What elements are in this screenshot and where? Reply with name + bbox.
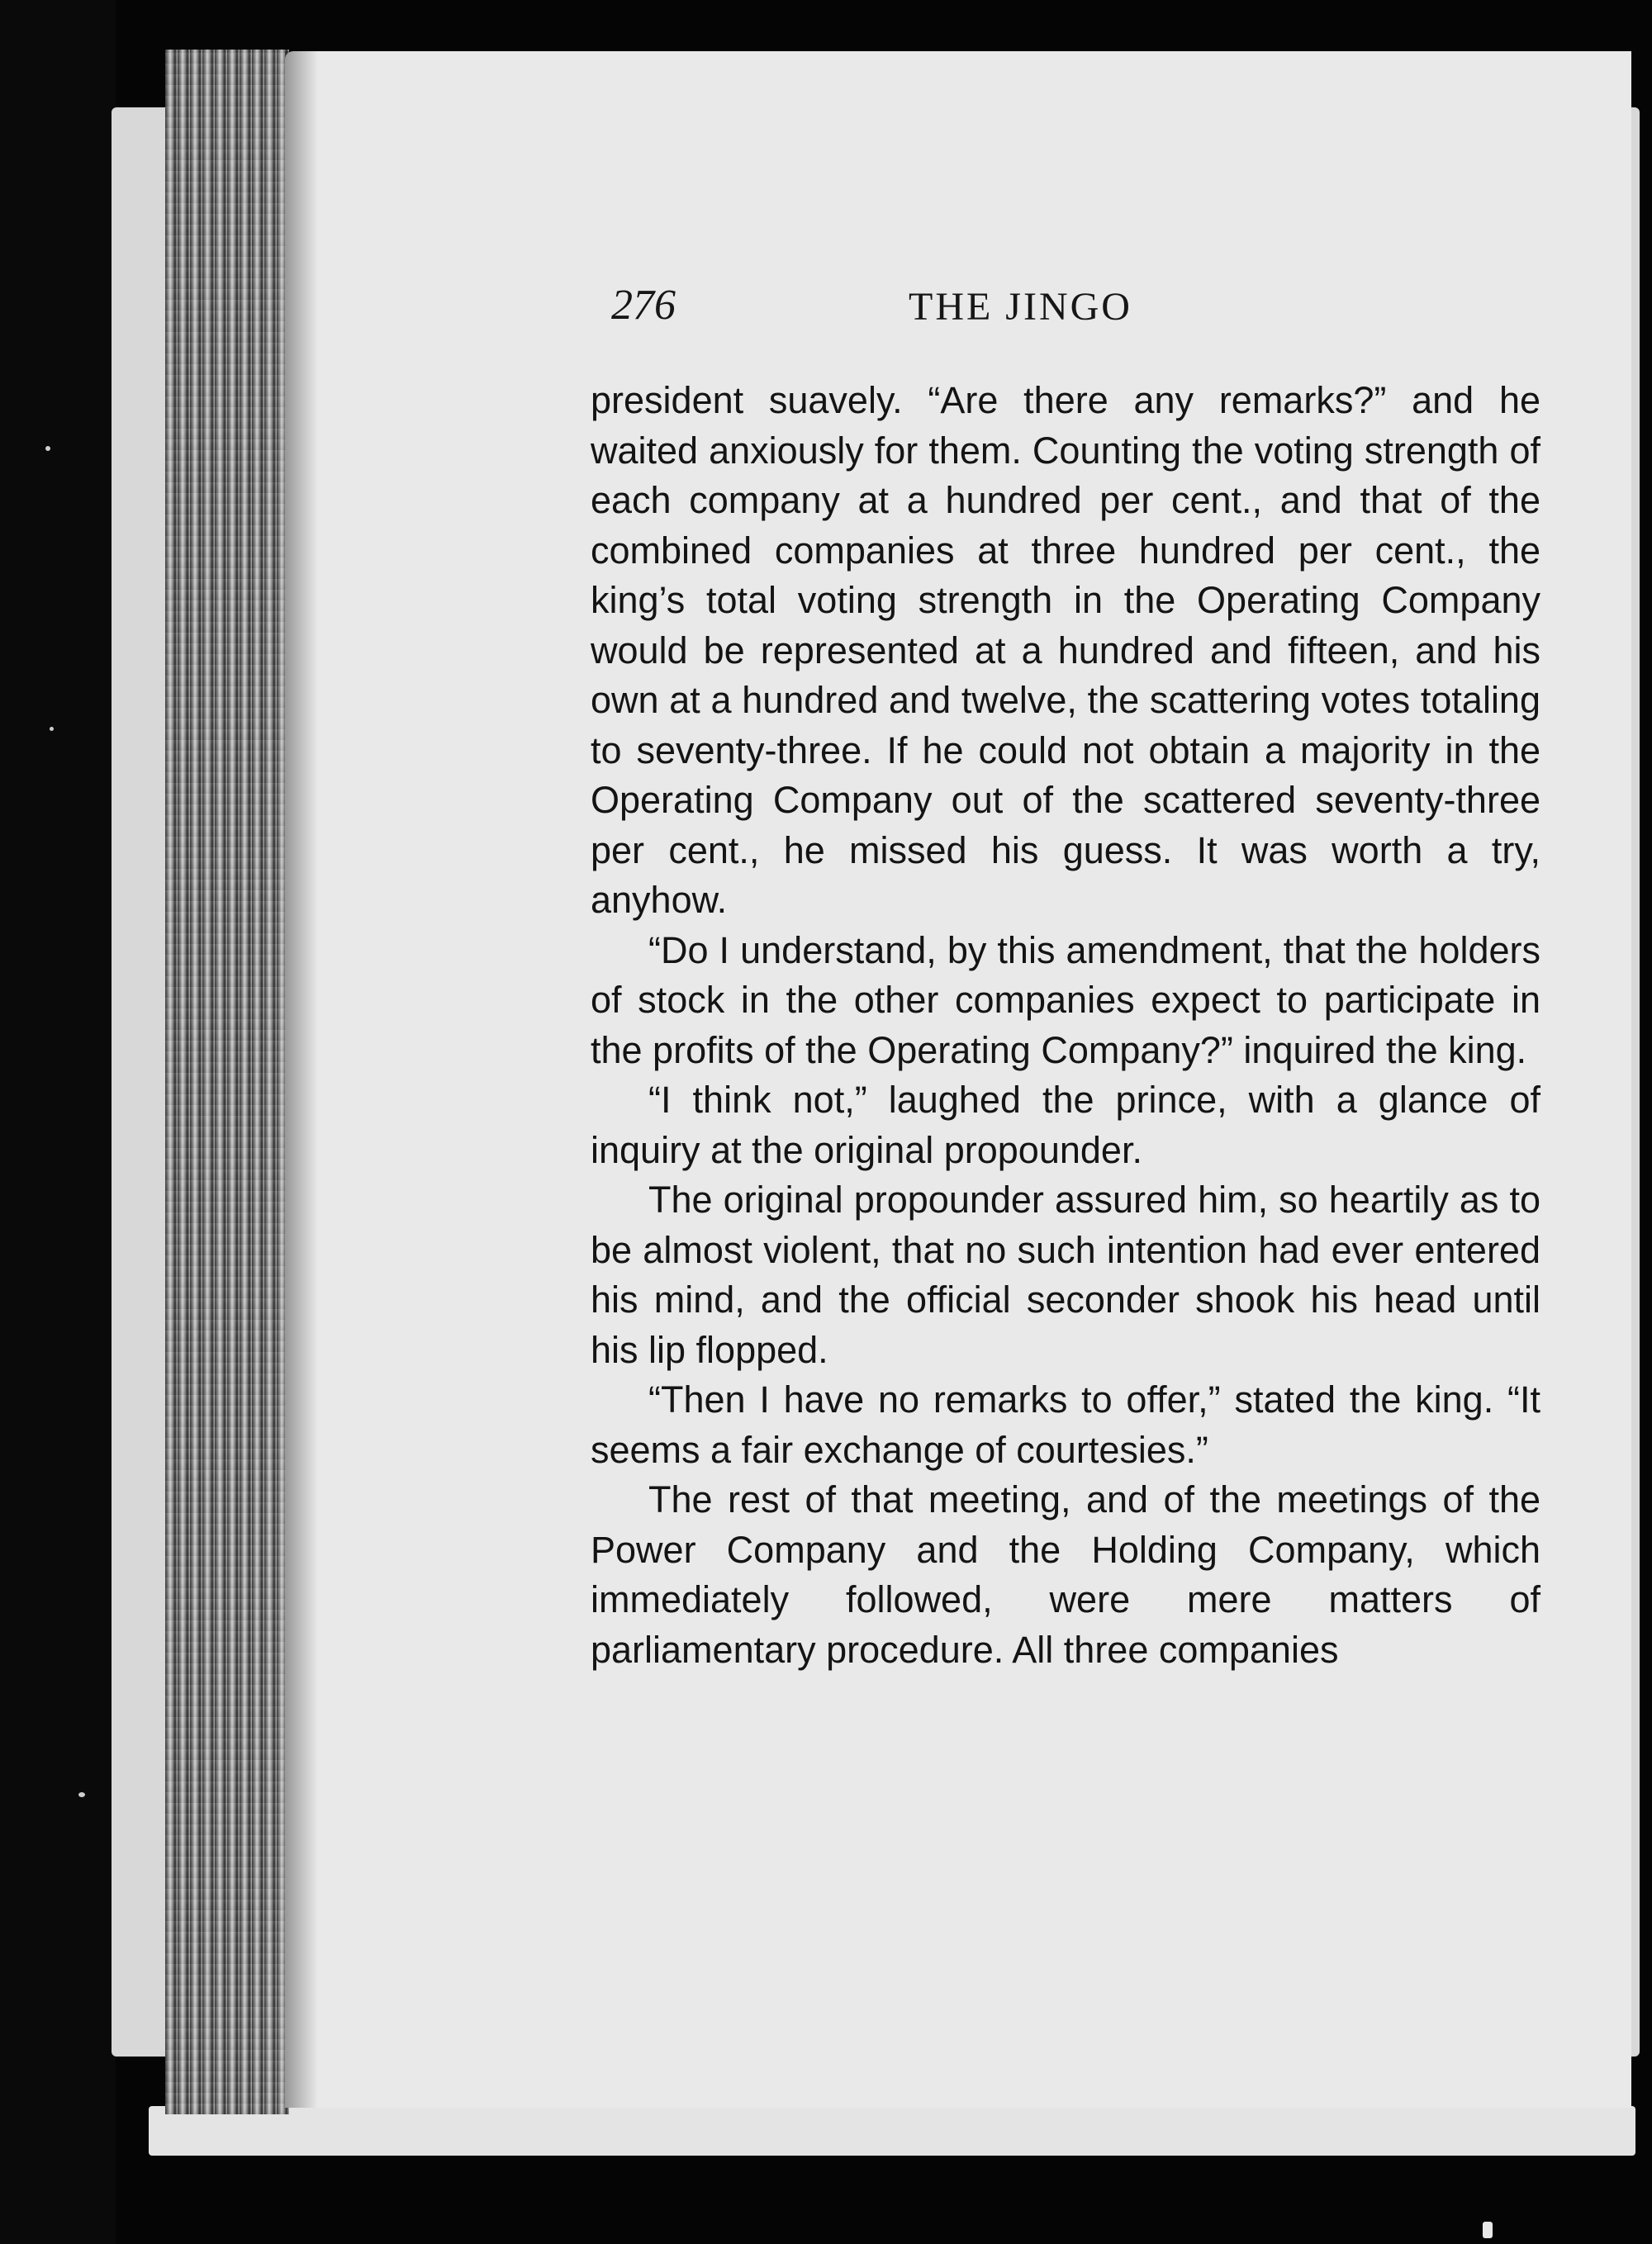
book-page-edges — [165, 50, 289, 2114]
scan-speck — [1483, 2222, 1493, 2238]
paragraph: The original propounder assured him, so heartily as to be almost violent, that no such intention had ever entered his mind, and the official seconder shook his head until his lip flopped. — [591, 1179, 1540, 1371]
scan-speck — [50, 727, 54, 731]
body-text — [591, 376, 1540, 1675]
scan-background-left — [0, 0, 116, 2244]
paragraph: The rest of that meeting, and of the meetings of the Power Company and the Holding Company, which immediately followed, were mere matters of parliamentary procedure. All three companies — [591, 1478, 1540, 1671]
page-gutter-shadow — [285, 51, 318, 2108]
paragraph: “I think not,” laughed the prince, with a glance of inquiry at the original propounder. — [591, 1079, 1540, 1171]
scan-speck — [78, 1792, 85, 1797]
paragraph: “Do I understand, by this amendment, that the holders of stock in the other companies expect to participate in the profits of the Operating Company?” inquired the king. — [591, 928, 1540, 1071]
paragraph: “Then I have no remarks to offer,” stated the king. “It seems a fair exchange of courtesies.” — [591, 1378, 1540, 1471]
back-page-bottom-edge — [149, 2106, 1635, 2156]
page-number: 276 — [611, 282, 676, 329]
running-title: THE JINGO — [909, 285, 1132, 329]
page-header — [611, 281, 1536, 347]
scan-speck — [45, 446, 50, 451]
paragraph: president suavely. “Are there any remarks?” and he waited anxiously for them. Counting the voting strength of each company at a hundred per cent., and that of the combined companies at three hundred per cent., the king’s total voting strength in the Operating Company would be represented at a hundred and fifteen, and his own at a hundred and twelve, the scattering votes totaling to seventy-three. If he could not obtain a majority in the Operating Company out of the scattered seventy-three per cent., he missed his guess. It was worth a try, anyhow. — [591, 379, 1540, 921]
